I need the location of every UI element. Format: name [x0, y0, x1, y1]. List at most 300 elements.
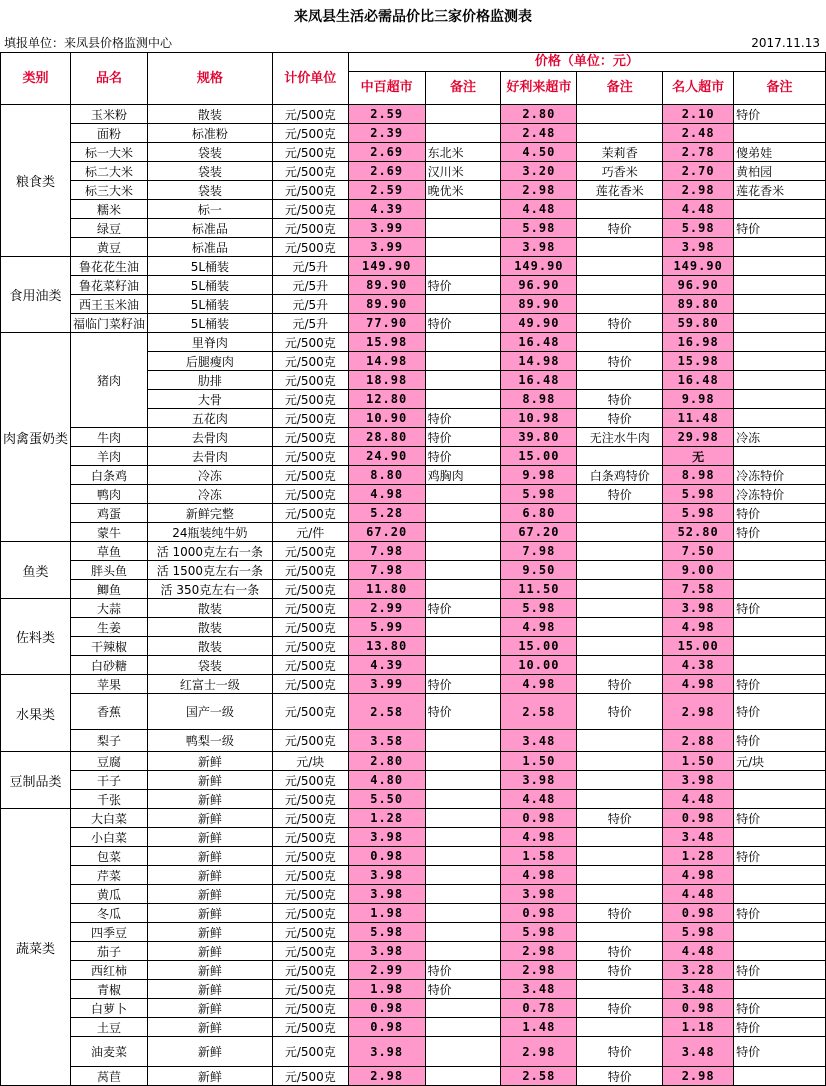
- unit-cell: 元/块: [272, 752, 348, 771]
- price-cell-store3: 3.48: [663, 828, 734, 847]
- unit-cell: 元/500克: [272, 352, 348, 371]
- price-cell-store1: 4.39: [348, 656, 425, 675]
- note-cell-store2: 特价: [577, 1037, 663, 1067]
- table-row: [1, 428, 826, 447]
- note-cell-store2: [577, 618, 663, 637]
- price-cell-store1: 7.98: [348, 561, 425, 580]
- price-cell-store3: 2.10: [663, 105, 734, 124]
- price-cell-store3: 3.98: [663, 771, 734, 790]
- note-cell-store2: [577, 599, 663, 618]
- table-row: [1, 885, 826, 904]
- note-cell-store3: 特价: [734, 961, 826, 980]
- unit-cell: 元/500克: [272, 999, 348, 1018]
- price-table: [0, 52, 826, 1086]
- note-cell-store2: 特价: [577, 485, 663, 504]
- price-cell-store1: 2.59: [348, 181, 425, 200]
- price-cell-store1: 10.90: [348, 409, 425, 428]
- name-cell: 芹菜: [70, 866, 147, 885]
- unit-cell: 元/500克: [272, 409, 348, 428]
- spec-cell: 冷冻: [147, 485, 272, 504]
- spec-cell: 活 1000克左右一条: [147, 542, 272, 561]
- spec-cell: 新鲜: [147, 961, 272, 980]
- price-cell-store2: 16.48: [501, 333, 577, 352]
- note-cell-store2: [577, 828, 663, 847]
- note-cell-store1: [425, 942, 501, 961]
- unit-cell: 元/500克: [272, 333, 348, 352]
- unit-cell: 元/500克: [272, 200, 348, 219]
- price-cell-store1: 5.50: [348, 790, 425, 809]
- price-cell-store3: 3.48: [663, 1037, 734, 1067]
- unit-cell: 元/5升: [272, 314, 348, 333]
- note-cell-store2: [577, 730, 663, 752]
- table-row: [1, 1018, 826, 1037]
- table-row: [1, 923, 826, 942]
- unit-cell: 元/500克: [272, 885, 348, 904]
- note-cell-store1: [425, 371, 501, 390]
- note-cell-store1: 特价: [425, 675, 501, 694]
- price-cell-store3: 8.98: [663, 466, 734, 485]
- name-cell: 黄豆: [70, 238, 147, 257]
- price-cell-store1: 4.98: [348, 485, 425, 504]
- price-cell-store1: 3.98: [348, 885, 425, 904]
- note-cell-store2: 巧香米: [577, 162, 663, 181]
- spec-cell: 新鲜完整: [147, 504, 272, 523]
- note-cell-store1: [425, 656, 501, 675]
- category-cell: 蔬菜类: [1, 809, 71, 1086]
- unit-cell: 元/500克: [272, 847, 348, 866]
- name-cell: 黄瓜: [70, 885, 147, 904]
- price-cell-store2: 5.98: [501, 923, 577, 942]
- spec-cell: 新鲜: [147, 942, 272, 961]
- unit-cell: 元/500克: [272, 1037, 348, 1067]
- name-cell: 鲁花花生油: [70, 257, 147, 276]
- price-cell-store3: 0.98: [663, 809, 734, 828]
- header-store2: 好利来超市: [501, 72, 577, 105]
- spec-cell: 冷冻: [147, 466, 272, 485]
- spec-cell: 新鲜: [147, 752, 272, 771]
- price-cell-store3: 3.98: [663, 238, 734, 257]
- table-row: [1, 238, 826, 257]
- price-cell-store1: 14.98: [348, 352, 425, 371]
- price-cell-store2: 4.98: [501, 675, 577, 694]
- table-row: [1, 105, 826, 124]
- unit-cell: 元/500克: [272, 542, 348, 561]
- category-cell: 肉禽蛋奶类: [1, 333, 71, 542]
- price-cell-store3: 1.28: [663, 847, 734, 866]
- name-cell: 梨子: [70, 730, 147, 752]
- unit-cell: 元/500克: [272, 181, 348, 200]
- price-cell-store2: 0.98: [501, 904, 577, 923]
- header-note1: 备注: [425, 72, 501, 105]
- table-row: [1, 980, 826, 999]
- unit-cell: 元/500克: [272, 466, 348, 485]
- unit-cell: 元/500克: [272, 694, 348, 730]
- price-cell-store2: 14.98: [501, 352, 577, 371]
- note-cell-store3: 特价: [734, 694, 826, 730]
- table-row: [1, 790, 826, 809]
- price-cell-store2: 9.50: [501, 561, 577, 580]
- name-cell: 标三大米: [70, 181, 147, 200]
- spec-cell: 袋装: [147, 656, 272, 675]
- note-cell-store1: [425, 238, 501, 257]
- header-price-group: 价格（单位：元）: [348, 53, 825, 72]
- note-cell-store3: 特价: [734, 1018, 826, 1037]
- table-row: [1, 694, 826, 730]
- note-cell-store1: [425, 580, 501, 599]
- note-cell-store3: [734, 276, 826, 295]
- unit-cell: 元/500克: [272, 124, 348, 143]
- price-cell-store2: 1.58: [501, 847, 577, 866]
- note-cell-store2: [577, 238, 663, 257]
- price-cell-store2: 4.98: [501, 618, 577, 637]
- price-cell-store3: 5.98: [663, 923, 734, 942]
- note-cell-store3: [734, 561, 826, 580]
- price-cell-store2: 5.98: [501, 219, 577, 238]
- price-cell-store2: 149.90: [501, 257, 577, 276]
- table-row: [1, 143, 826, 162]
- note-cell-store2: [577, 105, 663, 124]
- note-cell-store1: [425, 885, 501, 904]
- table-row: [1, 124, 826, 143]
- price-cell-store1: 3.99: [348, 675, 425, 694]
- price-cell-store1: 3.98: [348, 1037, 425, 1067]
- price-cell-store1: 3.98: [348, 828, 425, 847]
- spec-cell: 红富士一级: [147, 675, 272, 694]
- spec-cell: 新鲜: [147, 923, 272, 942]
- price-cell-store3: 4.48: [663, 942, 734, 961]
- note-cell-store1: [425, 124, 501, 143]
- unit-cell: 元/500克: [272, 771, 348, 790]
- note-cell-store1: [425, 257, 501, 276]
- note-cell-store1: [425, 847, 501, 866]
- price-cell-store3: 4.38: [663, 656, 734, 675]
- note-cell-store1: 特价: [425, 980, 501, 999]
- price-cell-store3: 9.00: [663, 561, 734, 580]
- note-cell-store3: [734, 790, 826, 809]
- note-cell-store3: [734, 409, 826, 428]
- price-cell-store3: 3.98: [663, 599, 734, 618]
- note-cell-store3: 特价: [734, 730, 826, 752]
- unit-cell: 元/500克: [272, 238, 348, 257]
- note-cell-store3: 元/块: [734, 752, 826, 771]
- price-cell-store3: 2.88: [663, 730, 734, 752]
- note-cell-store2: [577, 752, 663, 771]
- spec-cell: 活 350克左右一条: [147, 580, 272, 599]
- price-cell-store2: 4.98: [501, 828, 577, 847]
- note-cell-store1: [425, 352, 501, 371]
- price-cell-store3: 5.98: [663, 504, 734, 523]
- note-cell-store2: [577, 542, 663, 561]
- note-cell-store1: 特价: [425, 694, 501, 730]
- price-cell-store2: 3.98: [501, 885, 577, 904]
- price-cell-store1: 24.90: [348, 447, 425, 466]
- note-cell-store3: 特价: [734, 809, 826, 828]
- note-cell-store1: [425, 999, 501, 1018]
- name-cell: 标二大米: [70, 162, 147, 181]
- price-cell-store3: 4.48: [663, 885, 734, 904]
- price-table-container: [0, 52, 826, 1086]
- name-cell: 干子: [70, 771, 147, 790]
- report-date: 2017.11.13: [751, 36, 820, 50]
- name-cell: 白砂糖: [70, 656, 147, 675]
- price-cell-store2: 39.80: [501, 428, 577, 447]
- price-cell-store3: 0.98: [663, 904, 734, 923]
- price-cell-store3: 2.98: [663, 181, 734, 200]
- price-cell-store3: 7.50: [663, 542, 734, 561]
- note-cell-store3: [734, 124, 826, 143]
- name-cell: 大白菜: [70, 809, 147, 828]
- note-cell-store3: [734, 200, 826, 219]
- unit-cell: 元/500克: [272, 219, 348, 238]
- price-cell-store3: 7.58: [663, 580, 734, 599]
- note-cell-store2: 特价: [577, 409, 663, 428]
- name-cell: 莴苣: [70, 1067, 147, 1086]
- price-cell-store1: 2.59: [348, 105, 425, 124]
- name-cell: 牛肉: [70, 428, 147, 447]
- note-cell-store2: [577, 561, 663, 580]
- table-row: [1, 542, 826, 561]
- price-cell-store2: 9.98: [501, 466, 577, 485]
- note-cell-store2: [577, 1018, 663, 1037]
- note-cell-store2: 特价: [577, 675, 663, 694]
- spec-cell: 散装: [147, 599, 272, 618]
- unit-cell: 元/500克: [272, 730, 348, 752]
- name-cell: 里脊肉: [147, 333, 272, 352]
- price-cell-store1: 67.20: [348, 523, 425, 542]
- unit-cell: 元/500克: [272, 504, 348, 523]
- price-cell-store3: 11.48: [663, 409, 734, 428]
- price-cell-store1: 13.80: [348, 637, 425, 656]
- header-name: 品名: [70, 53, 147, 105]
- spec-cell: 新鲜: [147, 904, 272, 923]
- note-cell-store2: [577, 276, 663, 295]
- note-cell-store1: 东北米: [425, 143, 501, 162]
- price-cell-store3: 4.98: [663, 866, 734, 885]
- price-cell-store1: 11.80: [348, 580, 425, 599]
- note-cell-store2: 特价: [577, 809, 663, 828]
- price-cell-store1: 5.99: [348, 618, 425, 637]
- name-cell: 生姜: [70, 618, 147, 637]
- price-cell-store2: 4.98: [501, 866, 577, 885]
- note-cell-store3: [734, 352, 826, 371]
- table-row: [1, 866, 826, 885]
- note-cell-store3: [734, 333, 826, 352]
- price-cell-store2: 6.80: [501, 504, 577, 523]
- table-row: [1, 847, 826, 866]
- price-cell-store2: 3.98: [501, 771, 577, 790]
- price-cell-store1: 77.90: [348, 314, 425, 333]
- table-row: [1, 1067, 826, 1086]
- price-cell-store2: 15.00: [501, 637, 577, 656]
- spec-cell: 新鲜: [147, 790, 272, 809]
- price-cell-store3: 0.98: [663, 999, 734, 1018]
- price-cell-store2: 0.98: [501, 809, 577, 828]
- table-row: [1, 675, 826, 694]
- note-cell-store1: [425, 828, 501, 847]
- price-cell-store2: 2.58: [501, 694, 577, 730]
- spec-cell: 新鲜: [147, 999, 272, 1018]
- unit-cell: 元/500克: [272, 143, 348, 162]
- price-cell-store1: 4.80: [348, 771, 425, 790]
- table-row: [1, 771, 826, 790]
- note-cell-store3: [734, 828, 826, 847]
- note-cell-store3: 特价: [734, 523, 826, 542]
- filler-unit: 填报单位：来凤县价格监测中心: [4, 36, 173, 50]
- price-cell-store1: 2.98: [348, 1067, 425, 1086]
- price-cell-store1: 5.28: [348, 504, 425, 523]
- spec-cell: 5L桶装: [147, 295, 272, 314]
- name-cell: 西红柿: [70, 961, 147, 980]
- spec-cell: 袋装: [147, 162, 272, 181]
- note-cell-store3: 冷冻特价: [734, 485, 826, 504]
- note-cell-store1: 特价: [425, 961, 501, 980]
- note-cell-store2: [577, 771, 663, 790]
- price-cell-store1: 1.98: [348, 904, 425, 923]
- header-category: 类别: [1, 53, 71, 105]
- spec-cell: 新鲜: [147, 1018, 272, 1037]
- table-row: [1, 181, 826, 200]
- unit-cell: 元/500克: [272, 809, 348, 828]
- price-cell-store1: 2.99: [348, 961, 425, 980]
- note-cell-store3: 特价: [734, 599, 826, 618]
- note-cell-store1: 鸡胸肉: [425, 466, 501, 485]
- price-cell-store3: 149.90: [663, 257, 734, 276]
- table-row: [1, 1037, 826, 1067]
- table-row: [1, 314, 826, 333]
- table-row: [1, 580, 826, 599]
- note-cell-store3: 特价: [734, 847, 826, 866]
- price-cell-store2: 2.58: [501, 1067, 577, 1086]
- price-cell-store1: 89.90: [348, 276, 425, 295]
- note-cell-store1: 晚优米: [425, 181, 501, 200]
- note-cell-store3: [734, 980, 826, 999]
- page-title: 来凤县生活必需品价比三家价格监测表: [294, 9, 532, 25]
- note-cell-store3: [734, 771, 826, 790]
- price-cell-store3: 1.18: [663, 1018, 734, 1037]
- price-cell-store1: 2.80: [348, 752, 425, 771]
- category-cell: 豆制品类: [1, 752, 71, 809]
- table-row: [1, 276, 826, 295]
- unit-cell: 元/500克: [272, 371, 348, 390]
- spec-cell: 新鲜: [147, 980, 272, 999]
- unit-cell: 元/500克: [272, 162, 348, 181]
- price-cell-store3: 4.98: [663, 618, 734, 637]
- spec-cell: 新鲜: [147, 809, 272, 828]
- note-cell-store1: 汉川米: [425, 162, 501, 181]
- unit-cell: 元/500克: [272, 866, 348, 885]
- name-cell: 油麦菜: [70, 1037, 147, 1067]
- price-cell-store3: 无: [663, 447, 734, 466]
- note-cell-store2: [577, 980, 663, 999]
- note-cell-store2: [577, 504, 663, 523]
- note-cell-store3: 莲花香米: [734, 181, 826, 200]
- spec-cell: 5L桶装: [147, 257, 272, 276]
- note-cell-store2: [577, 923, 663, 942]
- note-cell-store1: [425, 390, 501, 409]
- price-cell-store2: 7.98: [501, 542, 577, 561]
- header-store1: 中百超市: [348, 72, 425, 105]
- price-cell-store2: 3.20: [501, 162, 577, 181]
- name-cell: 五花肉: [147, 409, 272, 428]
- note-cell-store3: [734, 637, 826, 656]
- price-cell-store1: 3.99: [348, 219, 425, 238]
- price-cell-store1: 2.99: [348, 599, 425, 618]
- table-row: [1, 637, 826, 656]
- price-cell-store1: 2.69: [348, 143, 425, 162]
- spec-cell: 标一: [147, 200, 272, 219]
- unit-cell: 元/500克: [272, 390, 348, 409]
- price-cell-store3: 89.80: [663, 295, 734, 314]
- note-cell-store2: [577, 523, 663, 542]
- name-cell: 干辣椒: [70, 637, 147, 656]
- name-cell: 羊肉: [70, 447, 147, 466]
- spec-cell: 新鲜: [147, 885, 272, 904]
- note-cell-store2: 特价: [577, 390, 663, 409]
- table-row: [1, 730, 826, 752]
- note-cell-store1: 特价: [425, 447, 501, 466]
- name-cell: 肋排: [147, 371, 272, 390]
- note-cell-store3: [734, 314, 826, 333]
- spec-cell: 散装: [147, 105, 272, 124]
- table-row: [1, 942, 826, 961]
- table-row: [1, 466, 826, 485]
- price-cell-store3: 2.98: [663, 1067, 734, 1086]
- price-cell-store3: 3.48: [663, 980, 734, 999]
- note-cell-store1: [425, 752, 501, 771]
- price-cell-store1: 149.90: [348, 257, 425, 276]
- note-cell-store2: 特价: [577, 942, 663, 961]
- name-cell: 标一大米: [70, 143, 147, 162]
- price-cell-store3: 4.48: [663, 790, 734, 809]
- note-cell-store2: [577, 866, 663, 885]
- name-cell: 包菜: [70, 847, 147, 866]
- note-cell-store3: [734, 542, 826, 561]
- name-cell: 绿豆: [70, 219, 147, 238]
- name-cell: 鸭肉: [70, 485, 147, 504]
- spec-cell: 去骨肉: [147, 428, 272, 447]
- note-cell-store1: [425, 790, 501, 809]
- price-cell-store3: 5.98: [663, 485, 734, 504]
- name-cell: 福临门菜籽油: [70, 314, 147, 333]
- spec-cell: 新鲜: [147, 847, 272, 866]
- price-cell-store1: 89.90: [348, 295, 425, 314]
- price-cell-store3: 29.98: [663, 428, 734, 447]
- note-cell-store2: [577, 333, 663, 352]
- table-row: [1, 599, 826, 618]
- note-cell-store2: 特价: [577, 219, 663, 238]
- price-cell-store1: 0.98: [348, 1018, 425, 1037]
- price-cell-store2: 5.98: [501, 485, 577, 504]
- note-cell-store3: [734, 295, 826, 314]
- note-cell-store3: 特价: [734, 999, 826, 1018]
- name-cell: 苹果: [70, 675, 147, 694]
- note-cell-store1: [425, 295, 501, 314]
- note-cell-store1: [425, 105, 501, 124]
- price-cell-store2: 3.48: [501, 980, 577, 999]
- price-cell-store2: 4.48: [501, 790, 577, 809]
- spec-cell: 新鲜: [147, 866, 272, 885]
- note-cell-store1: [425, 200, 501, 219]
- table-row: [1, 162, 826, 181]
- spec-cell: 标准粉: [147, 124, 272, 143]
- name-cell: 面粉: [70, 124, 147, 143]
- note-cell-store1: 特价: [425, 599, 501, 618]
- note-cell-store1: [425, 637, 501, 656]
- price-cell-store1: 1.28: [348, 809, 425, 828]
- price-cell-store2: 5.98: [501, 599, 577, 618]
- note-cell-store2: [577, 885, 663, 904]
- price-cell-store2: 96.90: [501, 276, 577, 295]
